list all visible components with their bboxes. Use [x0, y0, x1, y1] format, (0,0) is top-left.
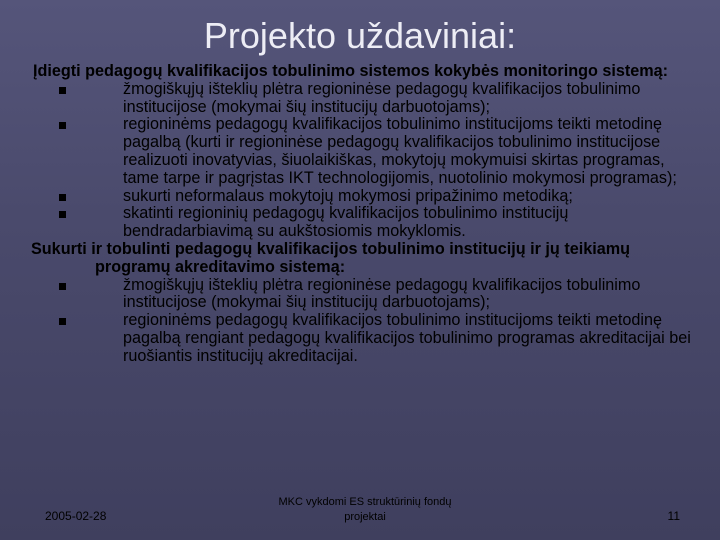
footer-caption-line-1: MKC vykdomi ES struktūrinių fondų [278, 496, 452, 508]
list-item-text: skatinti regioninių pedagogų kvalifikacijos tobulinimo institucijų bendradarbiavimą su aukštosiomis mokyklomis. [123, 204, 569, 241]
list-item [0, 188, 720, 206]
list-item-text: žmogiškųjų išteklių plėtra regioninėse pedagogų kvalifikacijos tobulinimo institucijose (mokymai šių institucijų darbuotojams); [123, 275, 641, 312]
list-item [0, 81, 720, 117]
section-heading-2: Sukurti ir tobulinti pedagogų kvalifikacijos tobulinimo institucijų ir jų teikiamų programų akreditavimo sistemą: [31, 239, 630, 276]
list-item-text: žmogiškųjų išteklių plėtra regioninėse pedagogų kvalifikacijos tobulinimo institucijose (mokymai šių institucijų darbuotojams); [123, 79, 641, 116]
square-bullet-icon [59, 211, 66, 218]
square-bullet-icon [59, 122, 66, 129]
list-item-text: regioninėms pedagogų kvalifikacijos tobulinimo institucijoms teikti metodinę pagalbą rengiant pedagogų kvalifikacijos tobulinimo programas akreditacijai bei ruošiantis institucijų akreditacijai. [123, 311, 691, 365]
footer-date: 2005-02-28 [45, 509, 107, 523]
list-item [0, 312, 720, 365]
section-2-list [0, 277, 720, 366]
page-number: 11 [667, 509, 680, 523]
list-item [0, 116, 720, 187]
square-bullet-icon [59, 318, 66, 325]
square-bullet-icon [59, 194, 66, 201]
footer-caption-line-2: projektai [344, 511, 386, 523]
list-item-text: regioninėms pedagogų kvalifikacijos tobulinimo institucijoms teikti metodinę pagalbą (kurti ir regioninėse pedagogų kvalifikacijos tobulinimo institucijose realizuoti inovatyvias, šiuolaikiškas, mokytojų mokymuisi skirtas programas, tame tarpe ir pagrįstas IKT technologijomis, nuotolinio mokymosi programas); [123, 115, 677, 187]
square-bullet-icon [59, 87, 66, 94]
list-item-text: sukurti neformalaus mokytojų mokymosi pripažinimo metodiką; [123, 186, 573, 205]
square-bullet-icon [59, 283, 66, 290]
section-1-list [0, 81, 720, 241]
slide-content [0, 63, 720, 366]
section-heading-1: Įdiegti pedagogų kvalifikacijos tobulinimo sistemos kokybės monitoringo sistemą: [33, 62, 669, 80]
list-item [0, 205, 720, 241]
footer-caption [265, 495, 465, 525]
slide-title: Projekto uždaviniai: [203, 15, 517, 56]
list-item [0, 277, 720, 313]
